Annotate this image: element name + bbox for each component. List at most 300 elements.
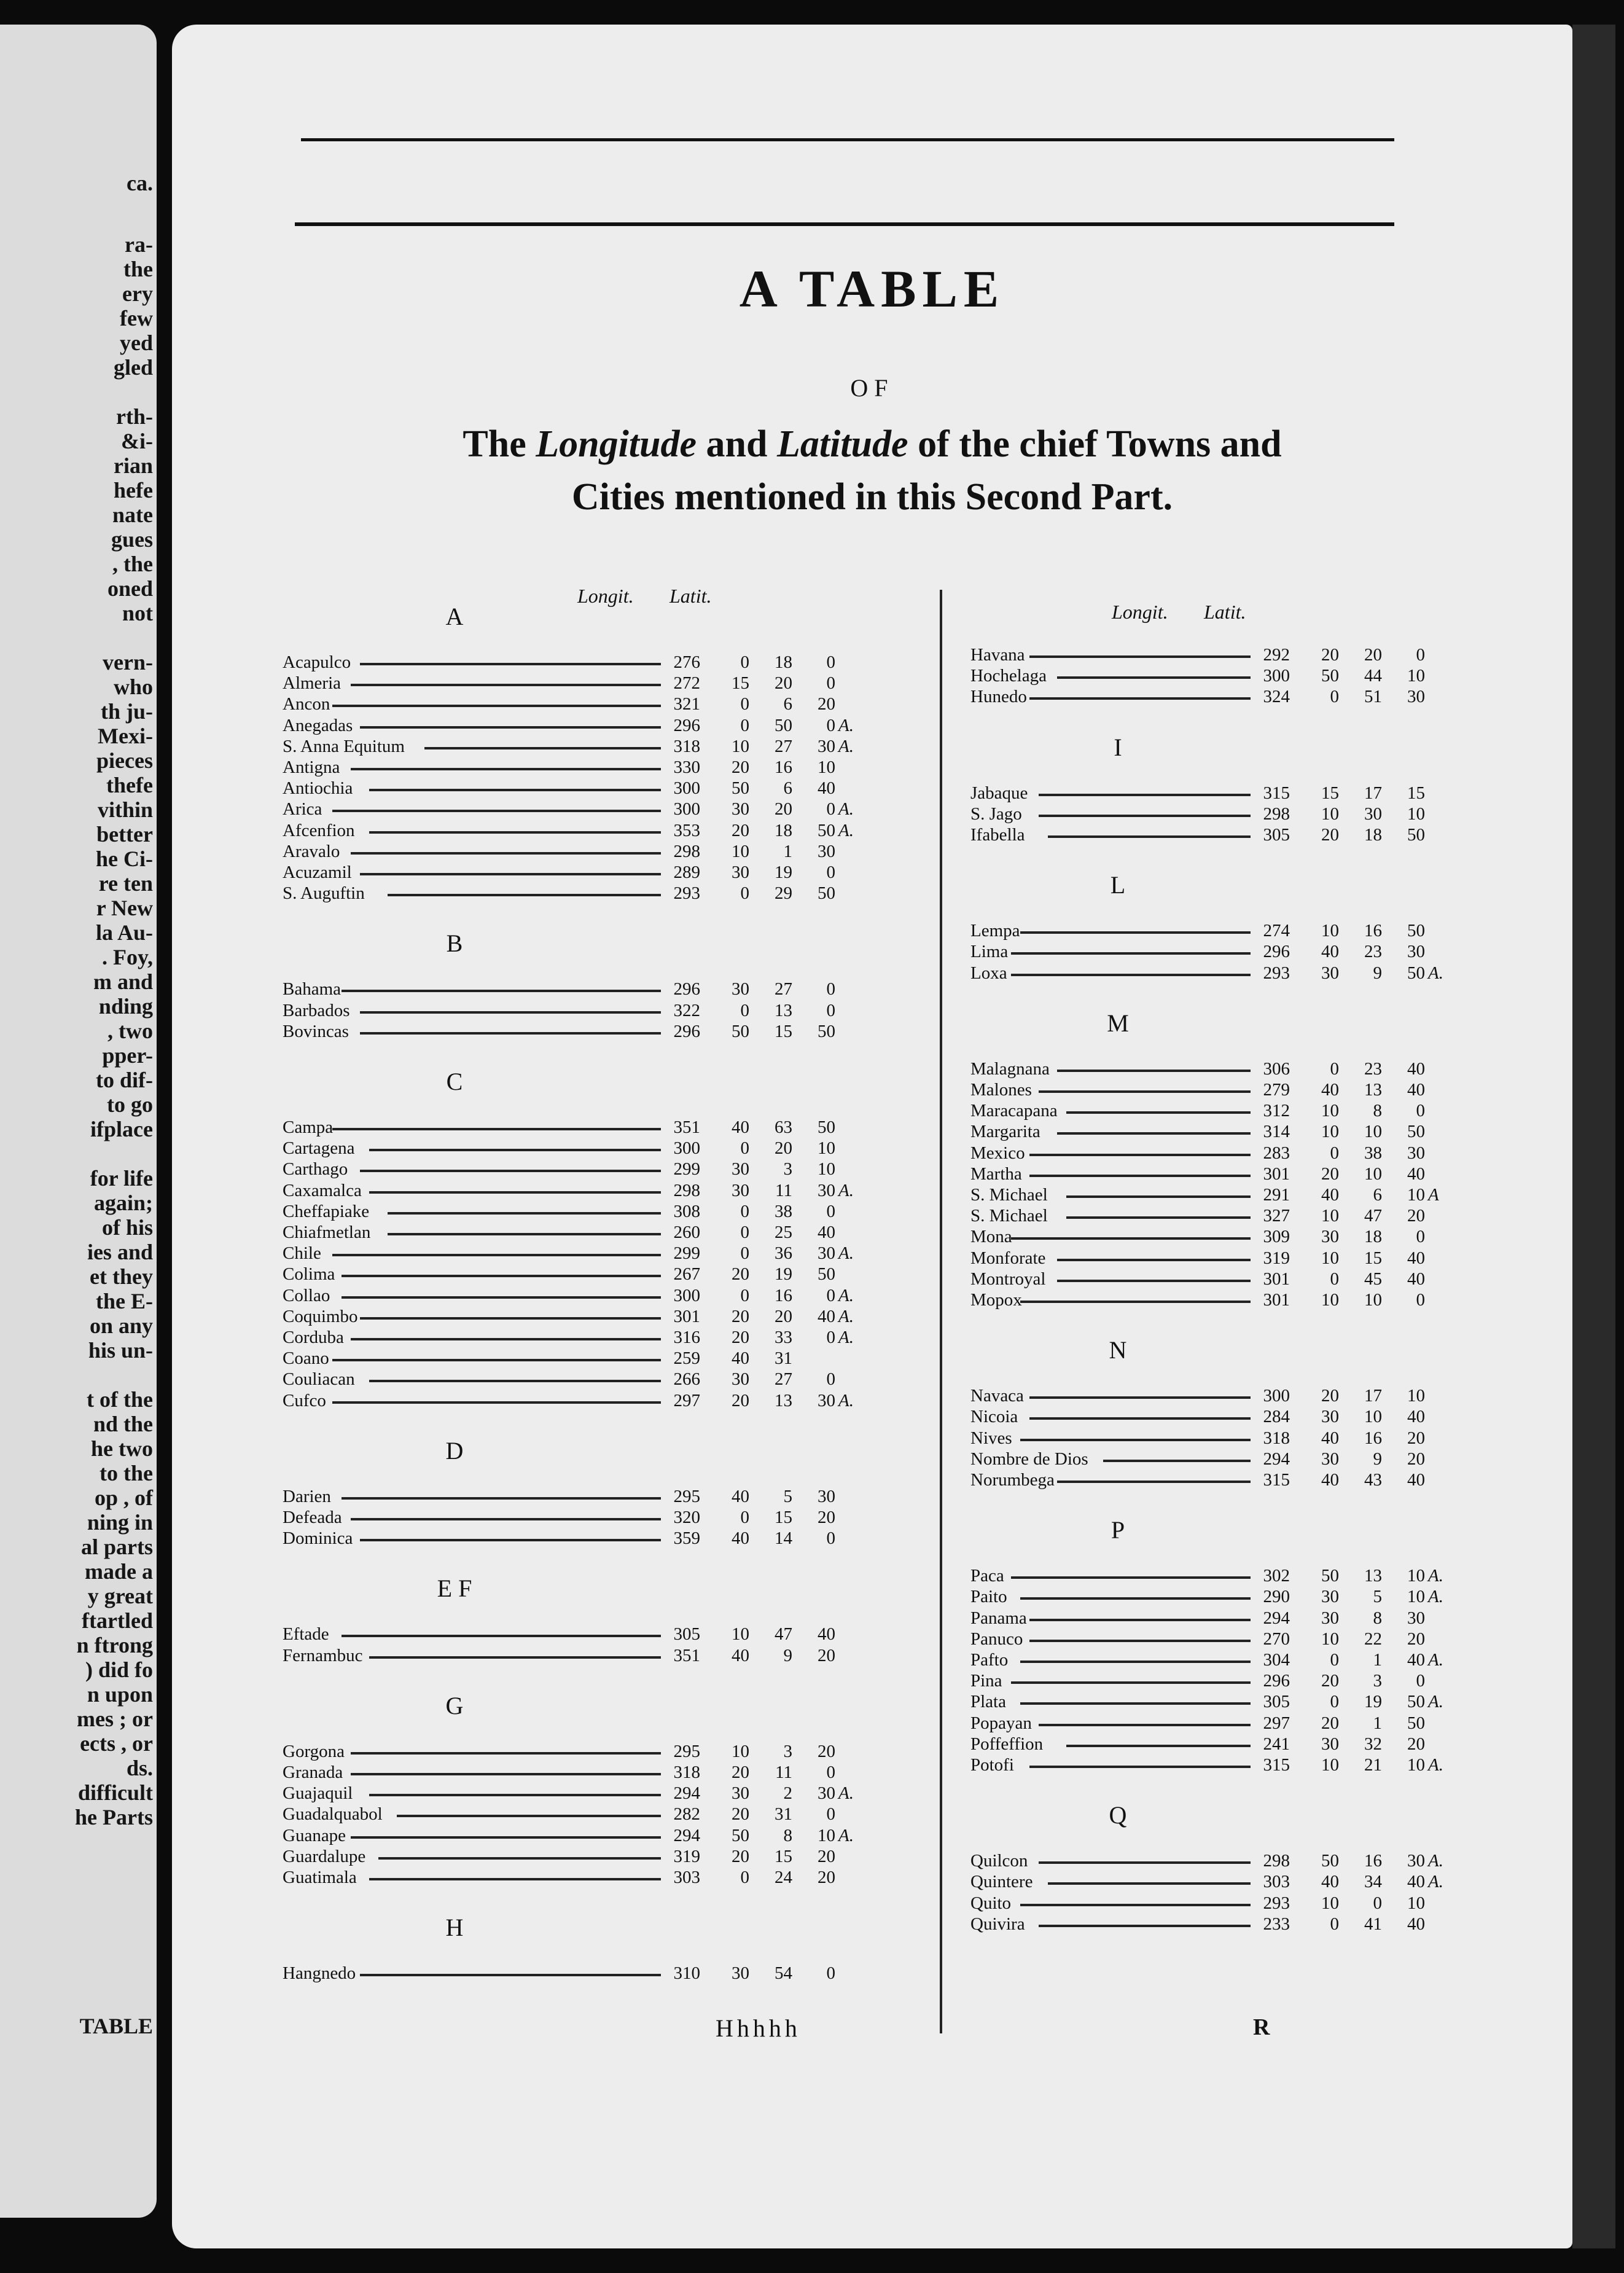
place-name: Cartagena [283,1138,355,1159]
latit-degrees: 47 [1364,1206,1382,1226]
longit-degrees: 284 [1263,1407,1290,1427]
place-name: Darien [283,1486,331,1506]
table-row [970,942,1523,963]
latit-minutes: 50 [1407,963,1425,983]
leader-line [332,1401,661,1404]
place-name: Colima [283,1264,335,1285]
left-page-text: to go [107,1092,153,1117]
leader-line [1039,1724,1251,1726]
right-longit-header: Longit. [1112,601,1168,623]
place-name: Navaca [970,1386,1024,1406]
place-name: Guatimala [283,1868,357,1887]
hemisphere-mark: A. [838,1783,854,1804]
top-rule-1 [301,138,1394,141]
longit-degrees: 301 [1263,1290,1290,1310]
table-row [283,1762,897,1783]
longit-degrees: 316 [673,1328,700,1347]
left-page-text: &i- [121,429,153,453]
place-name: Loxa [970,963,1007,983]
leader-line [369,831,661,834]
latit-degrees: 14 [775,1528,792,1549]
longit-minutes: 40 [732,1348,749,1369]
table-row [970,1629,1523,1650]
latit-degrees: 3 [783,1741,792,1761]
latit-degrees: 13 [1364,1080,1382,1100]
latit-degrees: 32 [1364,1734,1382,1754]
left-page-text: ifplace [90,1117,153,1141]
table-row [283,1159,897,1180]
latit-degrees: 8 [783,1825,792,1845]
leader-line [388,1233,661,1235]
place-name: Chile [283,1243,321,1264]
table-row [283,1646,897,1667]
longit-degrees: 324 [1263,687,1290,707]
longit-degrees: 293 [1263,963,1290,983]
longit-minutes: 30 [732,1963,749,1984]
place-name: S. Anna Equitum [283,736,405,756]
table-row [283,1369,897,1390]
latit-degrees: 15 [1364,1248,1382,1268]
place-name: Nives [970,1428,1012,1448]
title-of: OF [850,374,894,402]
latit-minutes: 0 [1416,645,1425,665]
longit-minutes: 50 [732,1021,749,1041]
hemisphere-mark: A [1428,1185,1439,1205]
leader-line [1066,1111,1251,1114]
left-page-text: of his [101,1215,153,1240]
latit-degrees: 10 [1364,1122,1382,1142]
longit-degrees: 297 [1263,1713,1290,1733]
leader-line [369,789,661,791]
leader-line [342,1635,661,1637]
leader-line [1048,1882,1251,1885]
leader-line [1039,1861,1251,1864]
table-row [970,1692,1523,1713]
left-page-text: his un- [88,1338,153,1363]
latit-degrees: 27 [775,979,792,1000]
table-row [970,921,1523,942]
table-row [283,1868,897,1888]
section-letter: I [1114,733,1122,761]
longit-minutes: 30 [732,979,749,1000]
leader-line [360,1170,661,1172]
latit-minutes: 20 [818,1508,835,1527]
latit-minutes: 0 [826,1762,835,1782]
place-name: Defeada [283,1508,342,1527]
table-row [970,1227,1523,1248]
longit-minutes: 40 [1321,1185,1339,1205]
leader-line [1029,1619,1251,1621]
leader-line [369,1380,661,1382]
place-name: Jabaque [970,783,1028,803]
latit-degrees: 27 [775,736,792,756]
place-name: Bahama [283,979,342,1000]
latit-degrees: 50 [775,715,792,735]
latit-degrees: 18 [1364,1227,1382,1247]
longit-degrees: 351 [673,1645,700,1665]
leader-line [1029,655,1251,658]
latit-degrees: 13 [1364,1566,1382,1586]
longit-degrees: 295 [673,1486,700,1506]
longit-minutes: 20 [732,757,749,777]
leader-line [369,1656,661,1659]
leader-line [351,1752,661,1755]
table-row [283,1202,897,1223]
hemisphere-mark: A. [1428,1755,1443,1775]
latit-degrees: 1 [1373,1713,1382,1733]
place-name: Ancon [283,694,330,714]
table-row [283,863,897,883]
latit-minutes: 0 [826,715,835,735]
left-page-text: rth- [116,404,153,429]
latit-degrees: 11 [775,1762,792,1782]
latit-degrees: 6 [783,694,792,714]
page [172,25,1572,2248]
left-page-text: for life [90,1166,153,1191]
longit-minutes: 0 [1330,1914,1339,1934]
place-name: Quito [970,1893,1012,1913]
left-page-text: , the [112,552,153,576]
left-page-text: gled [113,355,153,380]
table-row [283,883,897,904]
longit-degrees: 304 [1263,1650,1290,1670]
subtitle [172,418,1572,523]
table-row [283,737,897,757]
hemisphere-mark: A. [838,1285,854,1305]
leader-line [360,663,661,665]
section-letter: N [1109,1336,1127,1364]
latit-degrees: 16 [1364,921,1382,941]
top-rule-2 [295,222,1394,226]
leader-line [397,1815,661,1817]
latit-degrees: 31 [775,1348,792,1369]
latit-degrees: 17 [1364,1386,1382,1406]
latit-minutes: 40 [1407,1058,1425,1079]
left-page-text: pper- [102,1043,153,1068]
left-page-text: n ftrong [76,1633,153,1657]
longit-minutes: 10 [1321,1206,1339,1226]
left-page-text: rian [113,453,153,478]
place-name: Maracapana [970,1101,1058,1121]
section-letter: C [446,1068,463,1095]
latit-minutes: 50 [818,1117,835,1137]
leader-line [1057,1259,1251,1261]
leader-line [1039,1925,1251,1927]
latit-minutes: 10 [1407,804,1425,824]
left-page-text: nate [112,503,153,527]
latit-minutes: 0 [826,799,835,820]
longit-minutes: 10 [1321,1755,1339,1775]
place-name: S. Auguftin [283,883,365,904]
table-row [970,1914,1523,1935]
place-name: Acuzamil [283,863,352,882]
leader-line [1048,835,1251,838]
latit-degrees: 21 [1364,1755,1382,1775]
place-name: Collao [283,1285,330,1305]
leader-line [1039,1090,1251,1093]
longit-minutes: 0 [1330,1650,1339,1670]
longit-degrees: 359 [673,1528,700,1549]
latit-minutes: 40 [818,1624,835,1645]
latit-minutes: 10 [818,1138,835,1159]
hemisphere-mark: A. [1428,1566,1443,1586]
latit-degrees: 9 [1373,1449,1382,1469]
section-letter: G [445,1691,464,1719]
leader-line [332,1359,661,1361]
longit-degrees: 296 [673,715,700,735]
left-page-text: he Parts [75,1805,153,1829]
latit-degrees: 13 [775,1000,792,1020]
latit-minutes: 40 [1407,1650,1425,1670]
table-row [970,963,1523,984]
hemisphere-mark: A. [1428,1650,1443,1670]
longit-degrees: 301 [1263,1269,1290,1289]
left-page-text: ning in [87,1510,153,1535]
latit-degrees: 3 [1373,1671,1382,1691]
latit-degrees: 24 [775,1868,792,1887]
table-row [970,1713,1523,1734]
left-page-text: on any [89,1313,153,1338]
latit-minutes: 40 [1407,1080,1425,1100]
latit-minutes: 0 [826,863,835,882]
latit-degrees: 38 [1364,1143,1382,1163]
longit-minutes: 20 [732,1846,749,1866]
longit-minutes: 40 [732,1486,749,1506]
latit-minutes: 40 [818,778,835,799]
place-name: Hangnedo [283,1963,356,1984]
longit-degrees: 320 [673,1508,700,1527]
latit-minutes: 30 [818,1486,835,1506]
table-row [283,757,897,778]
latit-minutes: 0 [826,673,835,694]
longit-degrees: 303 [673,1868,700,1887]
table-row [970,666,1523,687]
table-row [970,1851,1523,1872]
longit-degrees: 241 [1263,1734,1290,1754]
leader-line [1057,1070,1251,1072]
section-letter: M [1107,1009,1129,1037]
latit-degrees: 19 [1364,1692,1382,1712]
latit-minutes: 40 [1407,1407,1425,1427]
latit-minutes: 40 [1407,1470,1425,1490]
table-row [970,1059,1523,1080]
place-name: Poffeffion [970,1734,1044,1754]
longit-degrees: 305 [1263,825,1290,845]
place-name: Arica [283,799,322,820]
latit-degrees: 33 [775,1328,792,1347]
longit-degrees: 296 [673,979,700,1000]
longit-minutes: 0 [1330,1269,1339,1289]
latit-minutes: 40 [1407,1164,1425,1184]
longit-minutes: 30 [1321,1407,1339,1427]
longit-degrees: 293 [673,883,700,904]
subtitle-line-1: The Longitude and Latitude of the chief Towns and [463,423,1282,465]
longit-degrees: 299 [673,1159,700,1180]
longit-degrees: 298 [1263,804,1290,824]
longit-minutes: 20 [732,1762,749,1782]
latit-degrees: 11 [775,1180,792,1200]
latit-minutes: 30 [818,1390,835,1410]
latit-degrees: 38 [775,1201,792,1221]
longit-minutes: 20 [732,1390,749,1410]
place-name: Coquimbo [283,1306,358,1326]
longit-degrees: 294 [673,1825,700,1845]
longit-minutes: 0 [740,1138,749,1159]
longit-minutes: 0 [1330,1058,1339,1079]
section-letter: L [1110,871,1126,899]
latit-minutes: 20 [818,1741,835,1761]
table-row [970,1671,1523,1692]
latit-degrees: 17 [1364,783,1382,803]
latit-degrees: 15 [775,1508,792,1527]
longit-degrees: 300 [1263,666,1290,686]
longit-degrees: 259 [673,1348,700,1369]
leader-line [369,1149,661,1151]
left-page-text: TABLE [79,2014,153,2038]
place-name: Lempa [970,921,1020,941]
leader-line [1029,1154,1251,1156]
latit-degrees: 15 [775,1846,792,1866]
table-row [283,1307,897,1328]
latit-minutes: 50 [1407,1713,1425,1733]
longit-degrees: 300 [673,799,700,820]
longit-minutes: 0 [1330,687,1339,707]
longit-degrees: 318 [1263,1428,1290,1448]
table-row [970,825,1523,846]
latit-degrees: 2 [783,1783,792,1804]
longit-degrees: 305 [1263,1692,1290,1712]
latit-degrees: 5 [783,1486,792,1506]
latit-degrees: 16 [1364,1428,1382,1448]
leader-line [1066,1216,1251,1219]
latit-minutes: 10 [818,1825,835,1845]
left-page-text: la Au- [95,920,153,945]
latit-minutes: 40 [818,1223,835,1242]
longit-minutes: 10 [1321,1629,1339,1649]
place-name: Cheffapiake [283,1201,370,1221]
latit-minutes: 50 [818,820,835,840]
left-page-text: to the [100,1461,153,1485]
left-page-text: who [113,675,153,699]
longit-degrees: 299 [673,1243,700,1264]
place-name: Plata [970,1692,1006,1712]
left-page-text: nding [98,994,153,1019]
longit-minutes: 0 [740,1000,749,1020]
longit-degrees: 319 [673,1846,700,1866]
longit-minutes: 30 [732,1783,749,1804]
leader-line [342,1275,661,1277]
left-page-text: t of the [87,1387,153,1412]
longit-minutes: 20 [732,1328,749,1347]
table-row [970,1872,1523,1893]
leader-line [332,705,661,707]
longit-degrees: 301 [1263,1164,1290,1184]
longit-minutes: 50 [732,1825,749,1845]
leader-line [1057,1280,1251,1282]
left-page-text: ra- [125,232,153,257]
catchword: R [1253,2014,1270,2040]
table-row [970,1566,1523,1587]
hemisphere-mark: A. [838,1390,854,1410]
leader-line [360,1539,661,1541]
table-row [283,1117,897,1138]
leader-line [1020,1904,1251,1906]
left-page-text: ca. [127,171,153,195]
latit-degrees: 20 [775,673,792,694]
leader-line [1011,952,1251,955]
place-name: Paito [970,1587,1007,1607]
latit-degrees: 9 [1373,963,1382,983]
latit-degrees: 51 [1364,687,1382,707]
left-page-text: not [122,601,153,625]
table-row [283,842,897,863]
latit-minutes: 20 [818,1645,835,1665]
table-row [283,1963,897,1984]
longit-degrees: 300 [673,1285,700,1305]
longit-minutes: 10 [1321,1248,1339,1268]
place-name: Almeria [283,673,342,694]
place-name: Montroyal [970,1269,1046,1289]
table-row [970,1470,1523,1491]
section-letter: Q [1109,1801,1127,1829]
longit-minutes: 40 [732,1117,749,1137]
table-row [283,716,897,737]
hemisphere-mark: A. [1428,1851,1443,1871]
longit-minutes: 30 [732,799,749,820]
place-name: Nicoia [970,1407,1018,1427]
table-row [283,652,897,673]
latit-degrees: 16 [775,757,792,777]
hemisphere-mark: A. [1428,1872,1443,1892]
latit-minutes: 20 [818,1868,835,1887]
hemisphere-mark: A. [1428,1587,1443,1607]
place-name: Mexico [970,1143,1025,1163]
place-name: Granada [283,1762,343,1782]
leader-line [1029,1766,1251,1768]
longit-degrees: 296 [1263,942,1290,962]
latit-degrees: 3 [783,1159,792,1180]
place-name: Eftade [283,1624,329,1645]
leader-line [351,1836,661,1839]
latit-degrees: 31 [775,1804,792,1825]
longit-degrees: 294 [1263,1608,1290,1628]
longit-minutes: 40 [1321,1428,1339,1448]
longit-minutes: 10 [732,1741,749,1761]
table-row [970,645,1523,666]
latit-degrees: 44 [1364,666,1382,686]
latit-degrees: 19 [775,1264,792,1285]
table-row [970,1269,1523,1290]
longit-degrees: 292 [1263,645,1290,665]
leader-line [1039,815,1251,817]
left-page-text: th ju- [100,699,153,724]
leader-line [369,1191,661,1194]
longit-minutes: 50 [732,778,749,799]
longit-minutes: 40 [1321,1470,1339,1490]
table-row [970,1164,1523,1185]
left-page-text: ds. [126,1756,153,1780]
left-page-fragment [0,25,157,2218]
leader-line [351,684,661,686]
table-row [283,1243,897,1264]
table-row [970,1143,1523,1164]
place-name: Antiochia [283,778,353,799]
longit-minutes: 20 [1321,1671,1339,1691]
hemisphere-mark: A. [838,1306,854,1326]
leader-line [1039,794,1251,796]
table-row [970,1650,1523,1671]
longit-degrees: 289 [673,863,700,882]
